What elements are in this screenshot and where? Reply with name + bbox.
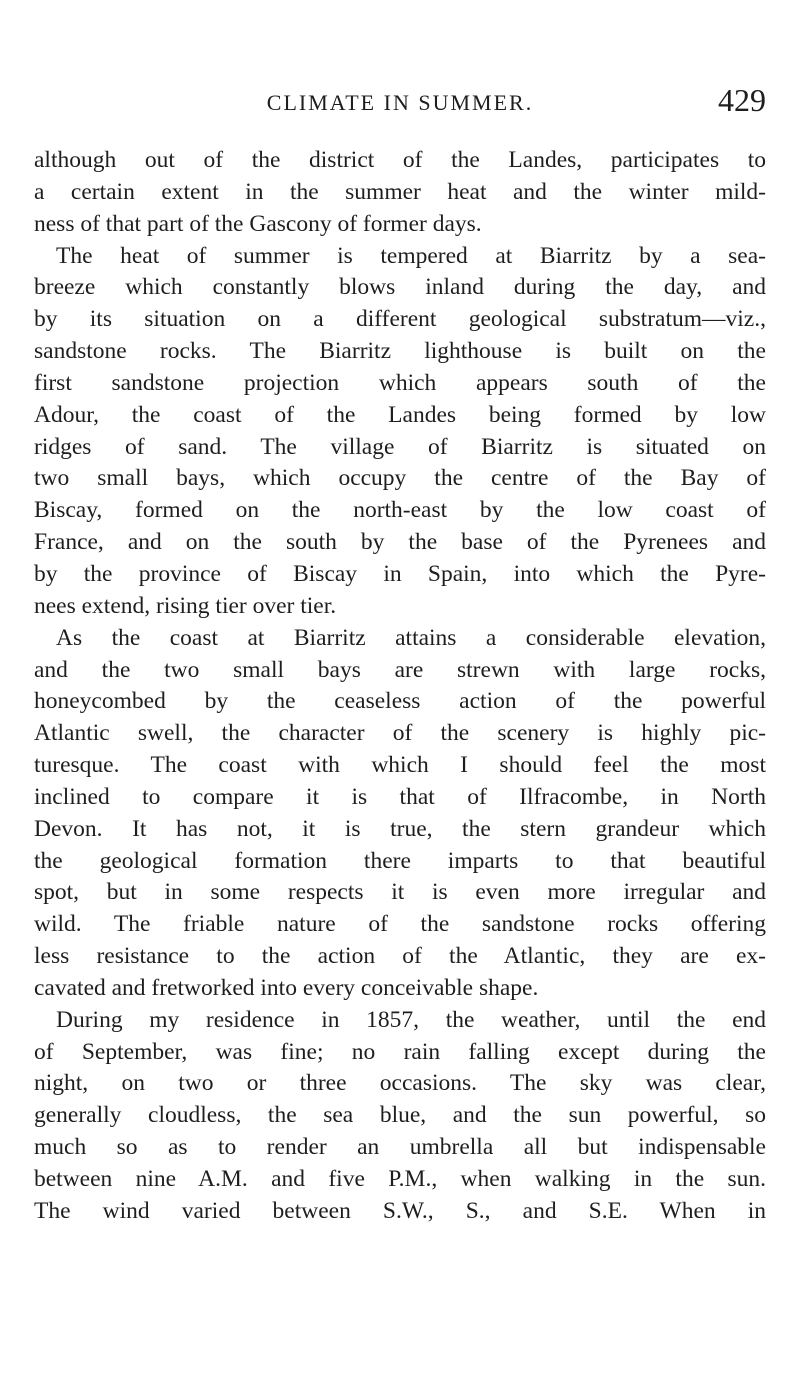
text-line: by the province of Biscay in Spain, into which the Pyre- bbox=[34, 560, 766, 587]
text-line: Biscay, formed on the north-east by the low coast of bbox=[34, 497, 766, 524]
body-text bbox=[34, 145, 766, 1228]
text-line: breeze which constantly blows inland during the day, and bbox=[34, 274, 766, 301]
page-number: 429 bbox=[718, 82, 766, 118]
text-line: ness of that part of the Gascony of former days. bbox=[34, 210, 482, 237]
text-line: first sandstone projection which appears south of the bbox=[34, 369, 766, 396]
text-line: less resistance to the action of the Atlantic, they are ex- bbox=[34, 943, 766, 970]
text-line: sandstone rocks. The Biarritz lighthouse is built on the bbox=[34, 338, 766, 365]
text-line: the geological formation there imparts to that beautiful bbox=[34, 847, 766, 874]
text-line: Adour, the coast of the Landes being formed by low bbox=[34, 401, 766, 428]
text-line: a certain extent in the summer heat and the winter mild- bbox=[34, 178, 766, 205]
text-line: between nine A.M. and five P.M., when walking in the sun. bbox=[34, 1166, 766, 1192]
text-line: inclined to compare it is that of Ilfracombe, in North bbox=[34, 783, 766, 810]
text-line: wild. The friable nature of the sandstone rocks offering bbox=[34, 911, 766, 938]
text-line: although out of the district of the Landes, participates to bbox=[34, 147, 766, 173]
text-line: The wind varied between S.W., S., and S.E. When in bbox=[34, 1197, 766, 1224]
text-line: of September, was fine; no rain falling except during the bbox=[34, 1038, 766, 1065]
text-line: As the coast at Biarritz attains a considerable elevation, bbox=[56, 624, 766, 651]
text-line: cavated and fretworked into every conceivable shape. bbox=[34, 974, 539, 1001]
text-line: night, on two or three occasions. The sky was clear, bbox=[34, 1070, 766, 1097]
text-line: Atlantic swell, the character of the scenery is highly pic- bbox=[34, 720, 766, 747]
text-line: The heat of summer is tempered at Biarritz by a sea- bbox=[56, 242, 766, 269]
text-line: Devon. It has not, it is true, the stern grandeur which bbox=[34, 815, 766, 842]
text-line: turesque. The coast with which I should feel the most bbox=[34, 752, 766, 779]
text-line: generally cloudless, the sea blue, and the sun powerful, so bbox=[34, 1102, 766, 1129]
text-line: ridges of sand. The village of Biarritz is situated on bbox=[34, 433, 766, 460]
text-line: and the two small bays are strewn with large rocks, bbox=[34, 656, 766, 683]
text-line: France, and on the south by the base of the Pyrenees and bbox=[34, 529, 766, 556]
text-line: nees extend, rising tier over tier. bbox=[34, 592, 337, 619]
text-line: spot, but in some respects it is even more irregular and bbox=[34, 879, 766, 906]
running-title: CLIMATE IN SUMMER. bbox=[266, 90, 534, 115]
text-line: honeycombed by the ceaseless action of the powerful bbox=[34, 688, 766, 715]
text-line: During my residence in 1857, the weather, until the end bbox=[56, 1006, 766, 1033]
text-line: by its situation on a different geological substratum—viz., bbox=[34, 306, 766, 333]
text-line: two small bays, which occupy the centre of the Bay of bbox=[34, 465, 766, 492]
running-head bbox=[34, 84, 766, 124]
text-line: much so as to render an umbrella all but indispensable bbox=[34, 1134, 766, 1161]
